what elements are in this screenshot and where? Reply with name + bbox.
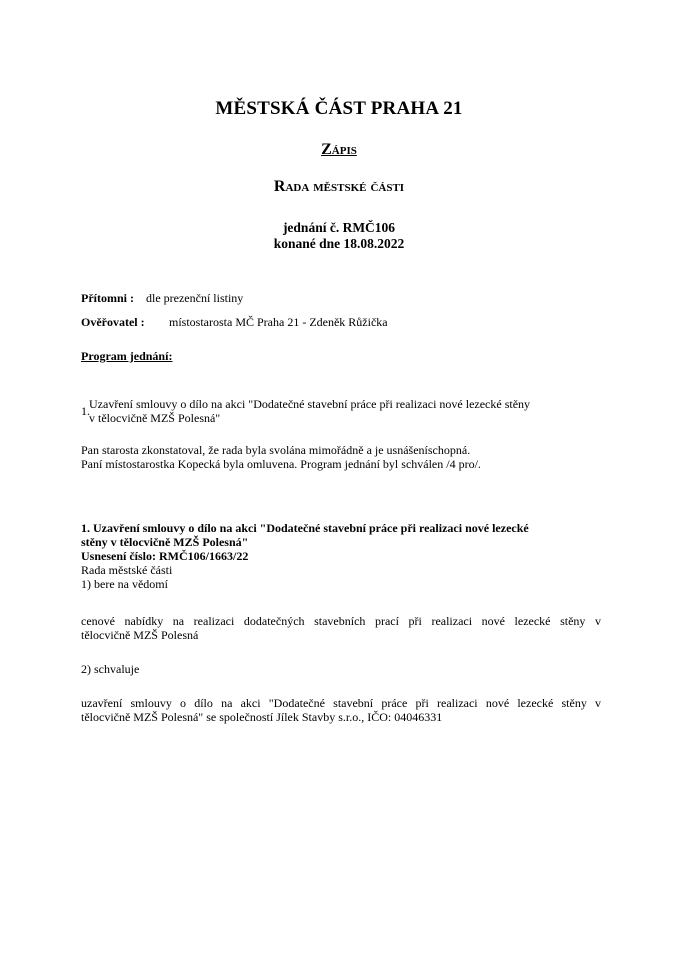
present-label: Přítomni : — [81, 291, 134, 305]
program-note-line: Paní místostarostka Kopecká byla omluvena. Program jednání byl schválen /4 pro/. — [81, 457, 481, 471]
document-type-heading: Zápis — [321, 141, 357, 158]
verifier-value: místostarosta MČ Praha 21 - Zdeněk Růžička — [169, 315, 388, 329]
present-row — [81, 291, 243, 305]
resolution-title-line: stěny v tělocvičně MZŠ Polesná" — [81, 535, 249, 549]
municipality-title: MĚSTSKÁ ČÁST PRAHA 21 — [215, 98, 463, 119]
resolution-number: Usnesení číslo: RMČ106/1663/22 — [81, 549, 249, 563]
council-heading: Rada městské části — [273, 178, 405, 195]
point2-line: tělocvičně MZŠ Polesná" se společností Jílek Stavby s.r.o., IČO: 04046331 — [81, 710, 443, 724]
point1-label: 1) bere na vědomí — [81, 577, 168, 591]
resolution-body — [81, 563, 601, 591]
verifier-label: Ověřovatel : — [81, 315, 145, 329]
program-item-number: 1. — [81, 404, 90, 418]
present-value: dle prezenční listiny — [146, 291, 244, 305]
verifier-row — [81, 315, 388, 329]
program-note — [81, 443, 601, 471]
resolution-title-line: 1. Uzavření smlouvy o dílo na akci "Dodatečné stavební práce při realizaci nové lezecké — [81, 521, 529, 535]
session-number: jednání č. RMČ106 — [282, 220, 396, 235]
resolution-title — [81, 521, 601, 563]
program-heading: Program jednání: — [81, 349, 173, 363]
program-note-line: Pan starosta zkonstatoval, že rada byla svolána mimořádně a je usnášeníschopná. — [81, 443, 471, 457]
session-info — [0, 220, 678, 252]
point2-line: uzavření smlouvy o dílo na akci "Dodatečné stavební práce při realizaci nové lezecké stěny v — [81, 696, 601, 710]
point1-text — [81, 614, 601, 642]
point1-line: tělocvičně MZŠ Polesná — [81, 628, 199, 642]
program-item-line: v tělocvičně MZŠ Polesná" — [89, 411, 221, 425]
session-date: konané dne 18.08.2022 — [273, 236, 405, 251]
program-item-text — [89, 397, 599, 425]
point2-text — [81, 696, 601, 724]
resolution-council: Rada městské části — [81, 563, 173, 577]
point1-line: cenové nabídky na realizaci dodatečných stavebních prací při realizaci nové lezecké stěny v — [81, 614, 601, 628]
program-item-line: Uzavření smlouvy o dílo na akci "Dodatečné stavební práce při realizaci nové lezecké stěny — [89, 397, 531, 411]
point2-label: 2) schvaluje — [81, 662, 140, 676]
